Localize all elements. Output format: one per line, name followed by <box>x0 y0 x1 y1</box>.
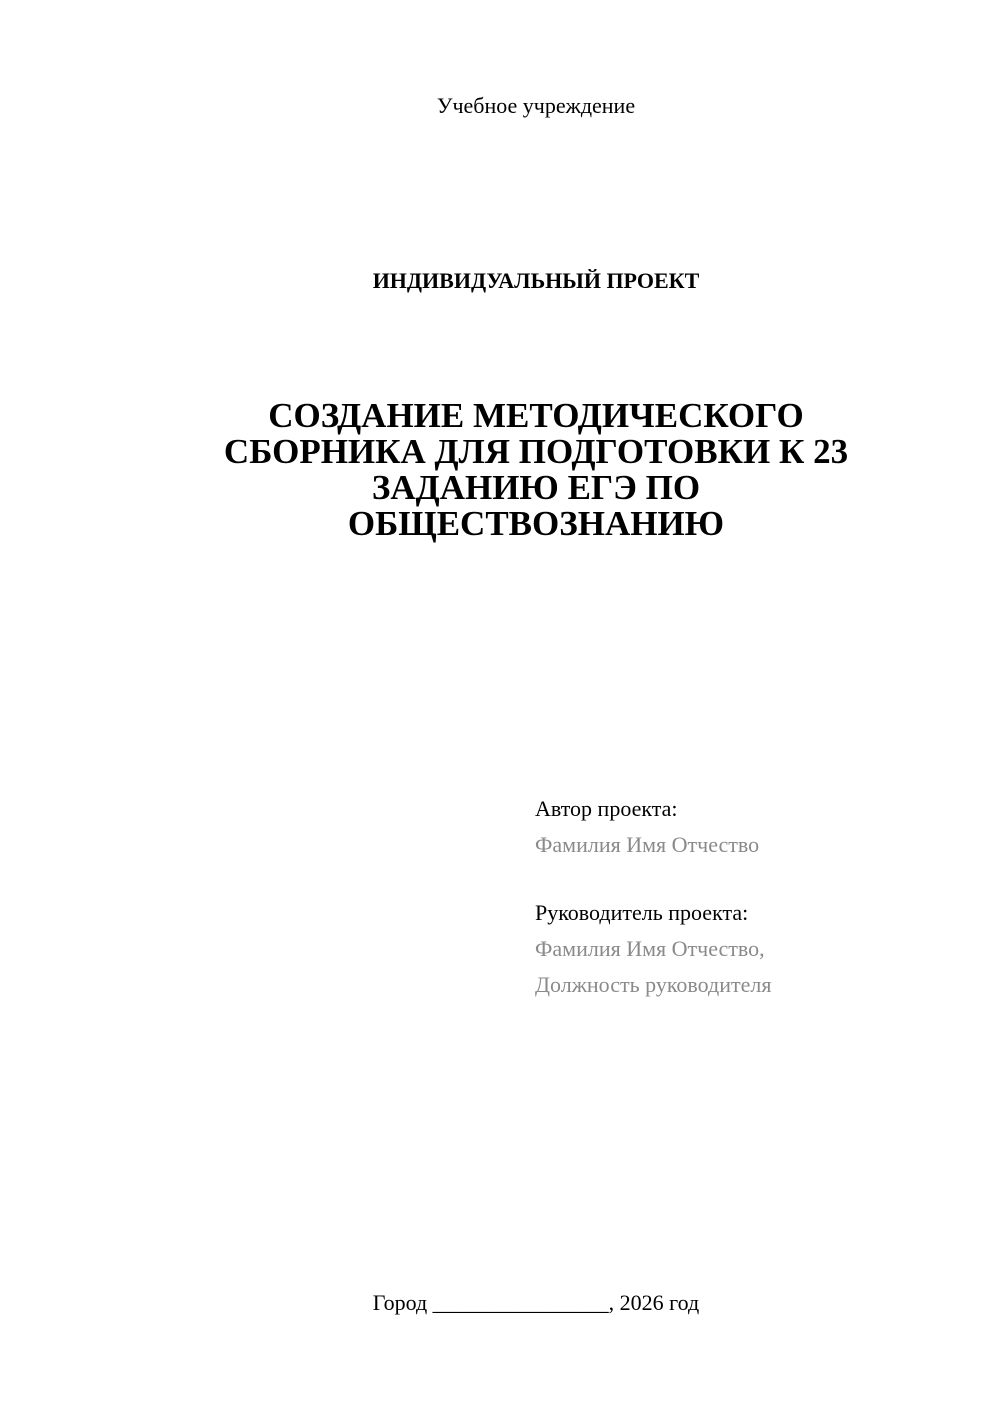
supervisor-block <box>535 895 771 1003</box>
project-title <box>0 398 1000 542</box>
supervisor-label: Руководитель проекта: <box>535 900 749 925</box>
supervisor-name: Фамилия Имя Отчество, <box>535 936 765 961</box>
author-name: Фамилия Имя Отчество <box>535 832 760 857</box>
project-title-line: ЗАДАНИЮ ЕГЭ ПО <box>371 468 701 507</box>
project-title-line: ОБЩЕСТВОЗНАНИЮ <box>347 504 725 543</box>
document-type: ИНДИВИДУАЛЬНЫЙ ПРОЕКТ <box>372 268 700 293</box>
author-label: Автор проекта: <box>535 796 678 821</box>
city-year-line: Город ________________, 2026 год <box>372 1290 700 1315</box>
author-block <box>535 791 759 863</box>
institution-name: Учебное учреждение <box>436 93 636 118</box>
project-title-line: СОЗДАНИЕ МЕТОДИЧЕСКОГО <box>268 396 804 435</box>
supervisor-position: Должность руководителя <box>535 972 772 997</box>
project-title-line: СБОРНИКА ДЛЯ ПОДГОТОВКИ К 23 <box>223 432 849 471</box>
